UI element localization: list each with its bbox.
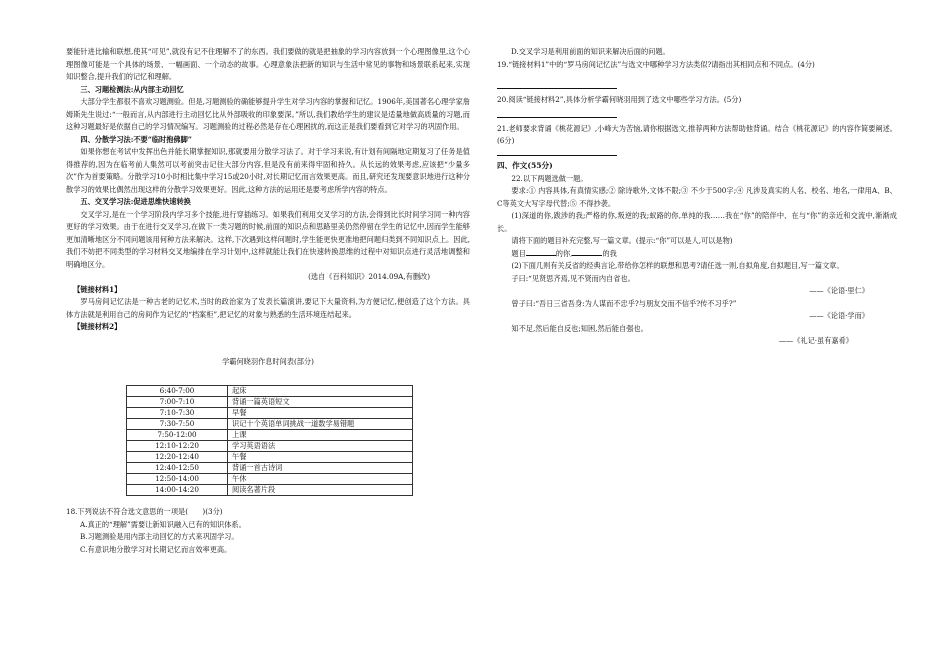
link-material-1-body: 罗马房间记忆法是一种古老的记忆术,当时的政治家为了发表长篇演讲,要记下大量资料,为方便记忆,便创造了这个方法。具体方法就是利用自己的房间作为记忆的“档案柜”,把记忆的对象与熟悉的生活环境连结起来。 (66, 297, 470, 319)
schedule-time: 12:40-12:50 (127, 463, 228, 474)
composition-requirements: 要求:① 内容具体,有真情实感;② 除诗歌外,文体不限;③ 不少于500字;④ 凡涉及真实的人名、校名、地名,一律用A、B、C等英文大写字母代替;⑤ 不得抄袭。 (497, 186, 897, 208)
schedule-time: 12:50-14:00 (127, 474, 228, 485)
schedule-activity: 午餐 (228, 452, 413, 463)
quote-3-source: ——《礼记·虽有嘉肴》 (778, 336, 853, 345)
section-5-title: 五、交叉学习法:促进思维快速转换 (80, 197, 191, 206)
schedule-row (127, 397, 413, 408)
title-blank-1[interactable] (526, 249, 556, 256)
prompt-2: (2)下面几则有关反省的经典言论,带给你怎样的联想和思考?请任选一则,自拟角度,自拟题目,写一篇文章。 (511, 261, 844, 270)
prompt-1-title-template (497, 248, 897, 261)
schedule-row (127, 474, 413, 485)
schedule-time: 12:10-12:20 (127, 441, 228, 452)
q18-option-d: D.交叉学习是利用前面的知识来解决后面的问题。 (511, 47, 670, 56)
quote-3: 知不足,然后能自反也;知困,然后能自强也。 (511, 323, 648, 333)
schedule-activity: 上课 (228, 430, 413, 441)
schedule-row (127, 452, 413, 463)
schedule-time: 7:00-7:10 (127, 397, 228, 408)
section-composition-title: 四、作文(55分) (497, 161, 553, 170)
schedule-activity: 起床 (228, 386, 413, 397)
schedule-row (127, 419, 413, 430)
section-4-body: 如果你想在考试中发挥出色并能长期掌握知识,那就要用分散学习法了。对于学习来说,有计划有间隔地定期复习了任务是值得推荐的,因为在临考前人集然可以考前突击记住大部分内容,但是没有前来得牢固和持久。从长远的效果考虑,应该把“少量多次”作为首要策略。分散学习10小时相比集中学习15或20小时,对长期记忆而言效果更高。而且,研究还发现要意识地进行这种分散学习的效果比偶然出现这样的分散学习效果更好。因此,这种方法的运用还是要考虑所学内容的特点。 (66, 147, 470, 194)
title-middle: 的你, (555, 248, 573, 258)
schedule-row (127, 463, 413, 474)
q18-option-c: C.有意识地分散学习对长期记忆而言效率更高。 (80, 544, 232, 554)
question-21: 21.老师要求背诵《桃花源记》,小峰大为苦恼,请你根据选文,推荐两种方法帮助他背诵。结合《桃花源记》的内容作简要阐述。(6分) (497, 123, 897, 145)
link-material-1-title: 【链接材料1】 (73, 284, 122, 294)
left-column (66, 0, 470, 556)
schedule-row (127, 408, 413, 419)
answer-line-21[interactable] (497, 148, 897, 161)
schedule-row (127, 430, 413, 441)
question-20: 20.阅读“链接材料2”,具体分析学霸何晓羽用到了选文中哪些学习方法。(5分) (497, 94, 742, 104)
section-3-body: 大部分学生都很不喜欢习题测验。但是,习题测验的确能够提升学生对学习内容的掌握和记忆。1906年,美国著名心理学家詹姆斯先生说过:“一般而言,从内部进行主动回忆比从外部吸收的印象要深。”所以,我们教给学生的建议是适量地做高质量的习题,而这种习题最好是依据自己的学习情况编写。习题测验的过程必然是存在心理困扰的,而这正是我们要看到它对学习的巩固作用。 (66, 97, 470, 131)
schedule-row (127, 485, 413, 496)
link-material-2-title: 【链接材料2】 (73, 322, 122, 331)
intro-paragraph: 要能针进比输和联想,使其“可见”,就没有记不住理解不了的东西。我们要做的就是把抽象的学习内容放到一个心理图像里,这个心理图像可能是一个具体的场景、一幅画面、一个动态的故事。心理意象法把新的知识与生活中常见的事物和场景联系起来,实现知识整合,提升我们的记忆和理解。 (66, 47, 470, 81)
quote-1: 子曰:“见贤思齐焉,见不贤而内自省也。 (511, 273, 635, 283)
schedule-time: 14:00-14:20 (127, 485, 228, 496)
schedule-table (126, 385, 413, 496)
schedule-activity: 午休 (228, 474, 413, 485)
q18-option-a: A.真正的“理解”需要让新知识融入已有的知识体系。 (80, 519, 246, 529)
title-prefix: 题目 (511, 248, 526, 258)
schedule-activity: 背诵一首古诗词 (228, 463, 413, 474)
title-suffix: 的我 (602, 248, 617, 258)
prompt-1-task: 请将下面的题目补充完整,写一篇文章。(提示:“你”可以是人,可以是物) (511, 236, 733, 245)
q18-option-b: B.习题测验是用内部主动回忆的方式来巩固学习。 (80, 532, 239, 541)
schedule-time: 7:10-7:30 (127, 408, 228, 419)
schedule-time: 6:40-7:00 (127, 386, 228, 397)
schedule-table-title: 学霸何晓羽作息时间表(部分) (222, 356, 314, 366)
quote-2-source: ——《论语·学而》 (809, 311, 869, 320)
answer-line-20[interactable] (497, 110, 897, 123)
title-blank-2[interactable] (572, 249, 602, 256)
answer-line-19[interactable] (497, 81, 897, 94)
schedule-activity: 早餐 (228, 408, 413, 419)
question-19: 19.“链接材料1”中的“罗马房间记忆法”与选文中哪种学习方法类似?请指出其相同点和不同点。(4分) (497, 59, 815, 69)
schedule-activity: 学习英语语法 (228, 441, 413, 452)
schedule-time: 7:50-12:00 (127, 430, 228, 441)
schedule-activity: 背诵一篇英语短文 (228, 397, 413, 408)
section-4-title: 四、分散学习法:不要“临时抱佛脚” (80, 134, 192, 144)
source-note: (选自《百科知识》2014.09A,有删改) (308, 272, 430, 281)
question-18: 18.下列说法不符合选文意思的一项是( )(3分) (66, 507, 223, 516)
schedule-row (127, 441, 413, 452)
section-5-body: 交叉学习,是在一个学习阶段内学习多个技能,进行穿插练习。如果我们利用交叉学习的方法,会得到比长时间学习同一种内容更好的学习效果。由于在进行交叉学习,在做下一类习题的时候,前面的知识点和思路里美仍然停留在学生的记忆中,因而学生能够更加清晰地区分不同问题该用何种方法来解决。这样,下次遇到这样问题时,学生能更快更准地把问题归类到不同知识点上。因此,我们不妨把不同类型的学习材料交叉地编排在学习计划中,这样就能让我们在快速转换思维的过程中对知识点进行灵活地调整和明确地区分。 (66, 209, 470, 269)
schedule-time: 7:30-7:50 (127, 419, 228, 430)
schedule-activity: 识记十个英语单词挑战一道数学易错题 (228, 419, 413, 430)
question-22: 22.以下两题选做一题。 (511, 173, 588, 183)
right-column (497, 0, 897, 348)
section-3-title: 三、习题检测法:从内部主动回忆 (80, 84, 184, 94)
prompt-1: (1)深道的你,跋涉的我;严格的你,叛逆的我;蚁路的你,单纯的我……我在“你”的陪伴中、在与“你”的亲近和交流中,渐渐成长。 (497, 211, 897, 233)
quote-2: 曾子曰:“吾日三省吾身:为人谋而不忠乎?与朋友交而不信乎?传不习乎?” (511, 298, 737, 308)
schedule-activity: 阅读名著片段 (228, 485, 413, 496)
quote-1-source: ——《论语·里仁》 (809, 286, 869, 295)
schedule-time: 12:20-12:40 (127, 452, 228, 463)
schedule-row (127, 386, 413, 397)
